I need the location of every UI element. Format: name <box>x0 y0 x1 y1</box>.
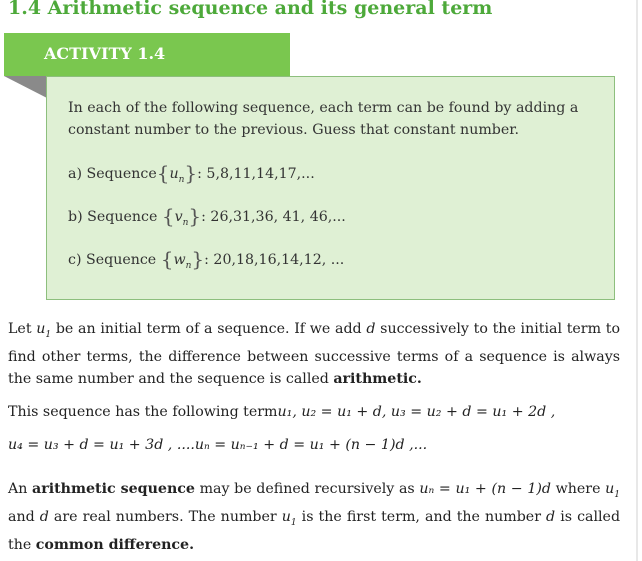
activity-label: ACTIVITY 1.4 <box>44 44 166 63</box>
page-edge-rule <box>636 0 638 561</box>
paragraph-definition: Let $u_1$ be an initial term of a sequence. If we add d successively to the initial term to find other terms, the difference between successive terms of a sequence is always the same number and the sequence is called arithmetic. <box>8 321 620 387</box>
math-u1: $u_1$ <box>36 321 52 340</box>
paragraph-terms-line2: u₄ = u₃ + d = u₁ + 3d , ....uₙ = uₙ₋₁ + d = u₁ + (n − 1)d ,... <box>8 437 428 453</box>
sequence-item-b: b) Sequence $\{v_n\}$: 26,31,36, 41, 46,... <box>68 204 346 228</box>
sequence-item-c: c) Sequence $\{w_n\}$: 20,18,16,14,12, ... <box>68 247 345 271</box>
sequence-item-a: a) $Sequence\{u_n\}$: 5,8,11,14,17,... <box>68 161 315 185</box>
section-title: 1.4 Arithmetic sequence and its general term <box>8 0 493 19</box>
paragraph-terms-line1: This sequence has the following termu₁, u₂ = u₁ + d, u₃ = u₂ + d = u₁ + 2d , <box>8 404 556 420</box>
activity-instruction: In each of the following sequence, each term can be found by adding a constant number to the previous. Guess that constant number. <box>68 100 579 138</box>
paragraph-recursive: An arithmetic sequence may be defined recursively as uₙ = u₁ + (n − 1)d where $u_1$ and d are real numbers. The number $u_1$ is the first term, and the number d is called the common difference. <box>8 481 621 553</box>
activity-banner-fold <box>4 76 47 98</box>
